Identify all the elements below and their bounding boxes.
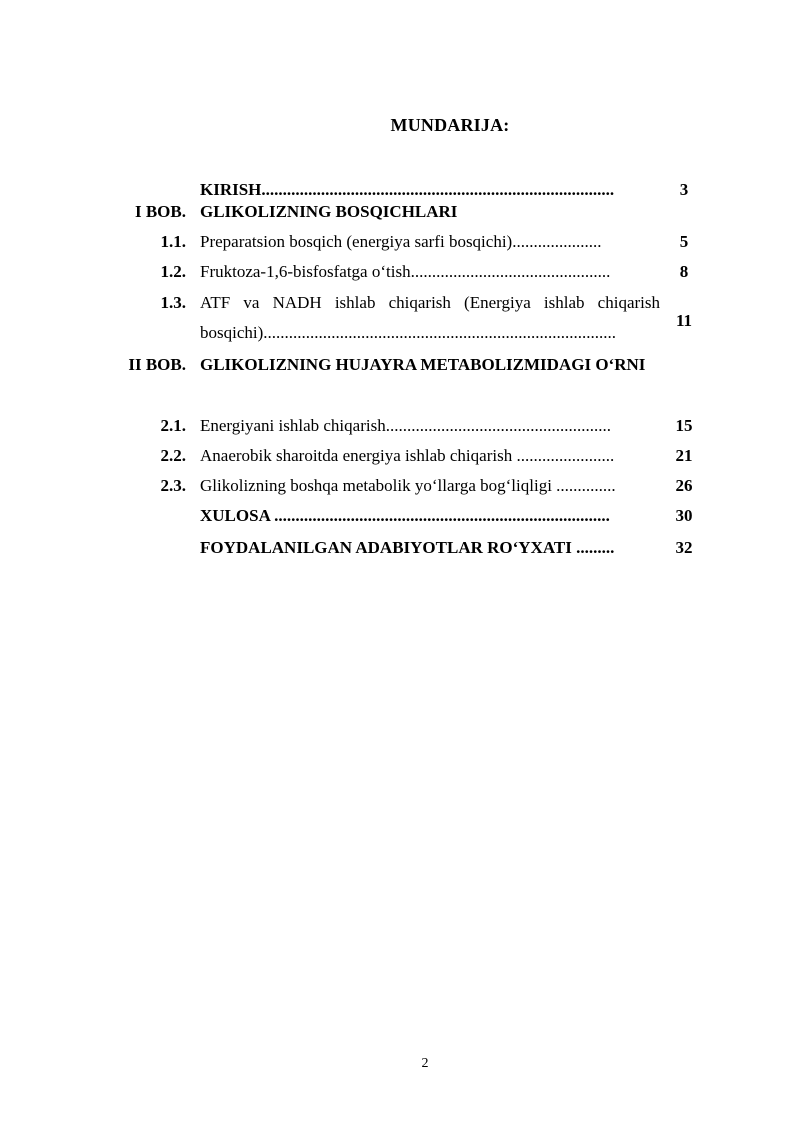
- toc-text: GLIKOLIZNING BOSQICHLARI: [200, 202, 458, 221]
- toc-number: 2.2.: [160, 446, 186, 465]
- toc-page: 32: [675, 538, 693, 557]
- toc-text: Energiyani ishlab chiqarish.....................................................: [200, 416, 611, 435]
- toc-page: 8: [679, 262, 689, 281]
- toc-text: KIRISH...................................................................................: [200, 180, 615, 199]
- toc-page: 21: [675, 446, 693, 465]
- toc-number: I BOB.: [134, 202, 186, 221]
- toc-number: 1.2.: [160, 262, 186, 281]
- toc-text: Anaerobik sharoitda energiya ishlab chiqarish .......................: [200, 446, 615, 465]
- toc-entry-1-3[interactable]: [0, 288, 800, 348]
- toc-text: FOYDALANILGAN ADABIYOTLAR RO‘YXATI .........: [200, 538, 615, 557]
- toc-number: 2.1.: [160, 416, 186, 435]
- toc-page: 11: [675, 311, 693, 330]
- page-number: 2: [421, 1056, 429, 1071]
- toc-page: 26: [675, 476, 693, 495]
- toc-page: 5: [679, 232, 689, 251]
- toc-text: Fruktoza-1,6-bisfosfatga o‘tish...............................................: [200, 262, 611, 281]
- toc-text: GLIKOLIZNING HUJAYRA METABOLIZMIDAGI O‘RNI: [200, 355, 646, 374]
- toc-number: 1.1.: [160, 232, 186, 251]
- toc-number: II BOB.: [128, 355, 186, 374]
- toc-number: 1.3.: [160, 293, 186, 312]
- toc-page: 30: [675, 506, 693, 525]
- toc-page: 3: [679, 180, 689, 199]
- page-title: MUNDARIJA:: [390, 115, 510, 135]
- toc-text: XULOSA ...............................................................................: [200, 506, 610, 525]
- toc-text: ATF va NADH ishlab chiqarish (Energiya ishlab chiqarish bosqichi)...................................................................................: [200, 293, 660, 342]
- toc-number: 2.3.: [160, 476, 186, 495]
- toc-text: Glikolizning boshqa metabolik yo‘llarga bog‘liqligi ..............: [200, 476, 616, 495]
- toc-page: 15: [675, 416, 693, 435]
- toc-text: Preparatsion bosqich (energiya sarfi bosqichi).....................: [200, 232, 602, 251]
- toc-entry-chapter-2[interactable]: [0, 350, 800, 410]
